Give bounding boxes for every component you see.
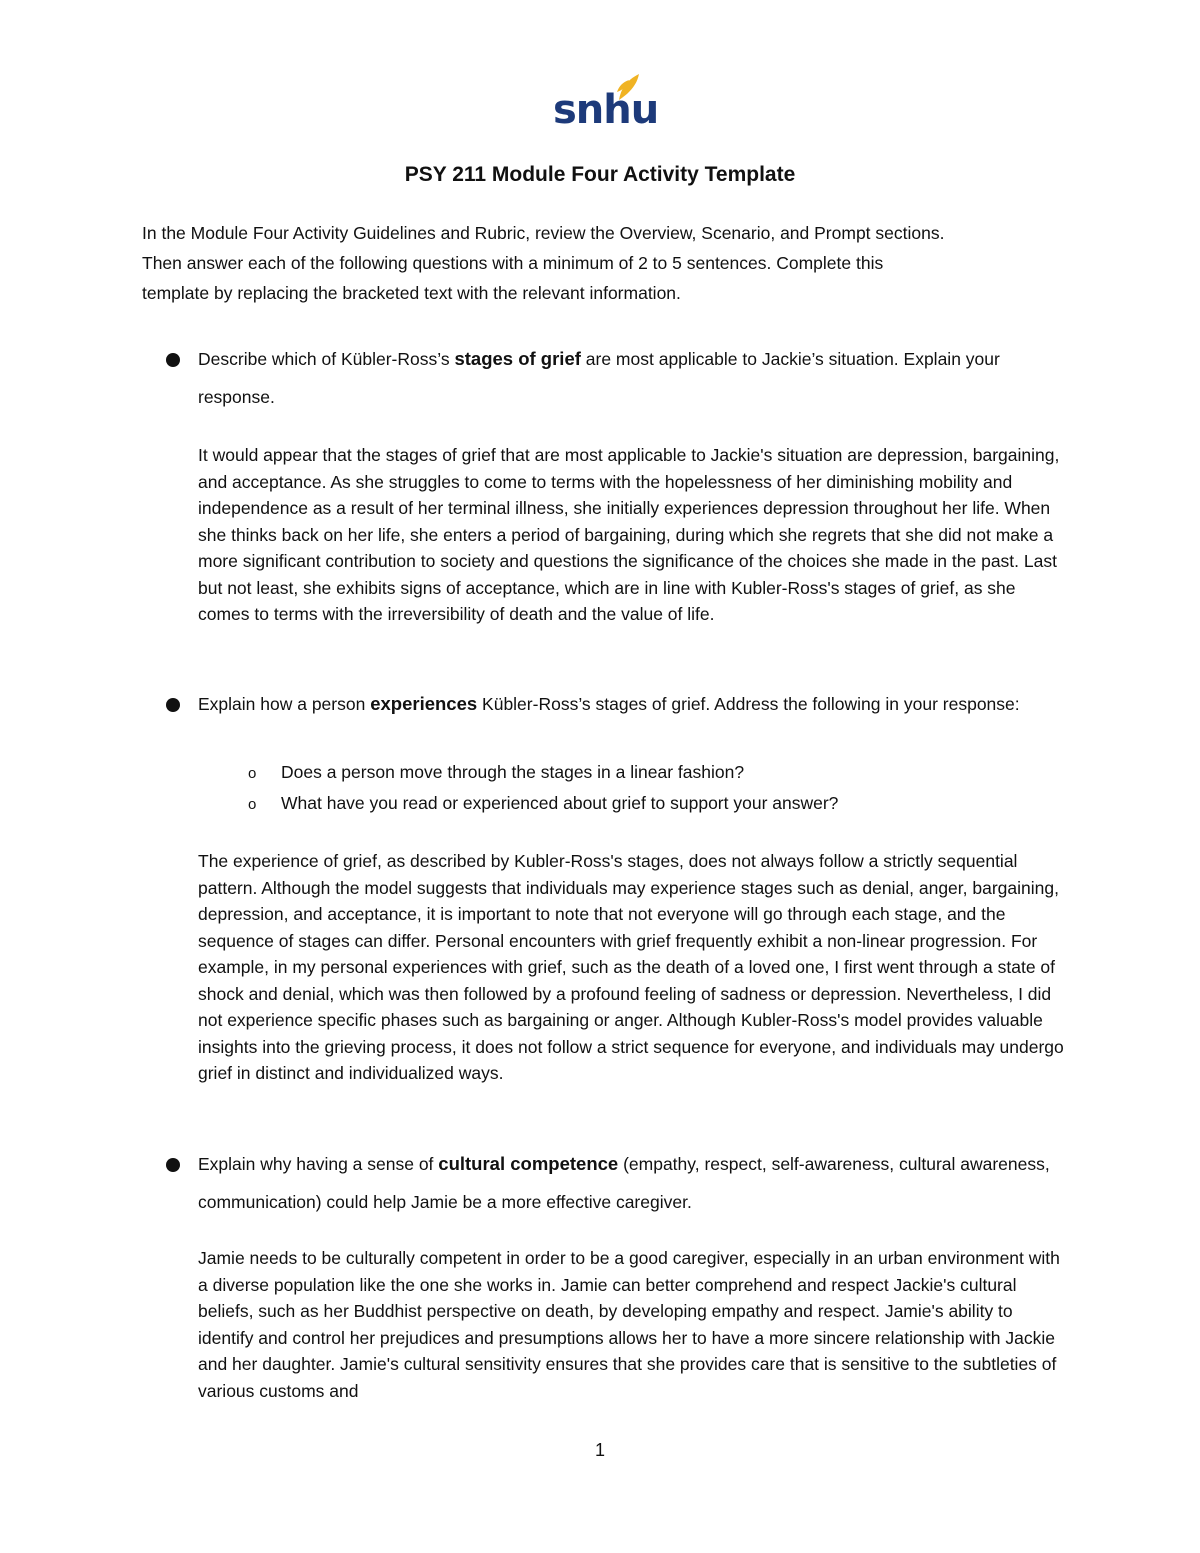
question-keyword: experiences <box>370 693 478 714</box>
answer-2: The experience of grief, as described by Kubler-Ross's stages, does not always follow a strictly sequential pattern. Although the model suggests that individuals may experience stages such as denial, anger, bargaining, depression, and acceptance, it is important to note that not everyone will go through each stage, and the sequence of stages can differ. Personal encounters with grief frequently exhibit a non-linear progression. For example, in my personal experiences with grief, such as the death of a loved one, I first went through a state of shock and denial, which was then followed by a profound feeling of sadness or depression. Nevertheless, I did not experience specific phases such as bargaining or anger. Although Kubler-Ross's model provides valuable insights into the grieving process, it does not follow a strict sequence for everyone, and individuals may undergo grief in distinct and individualized ways. <box>198 851 1064 1083</box>
page-number: 1 <box>594 1440 605 1460</box>
sub-bullet-icon: o <box>248 796 257 813</box>
question-keyword: stages of grief <box>454 348 581 369</box>
sub-item-text: Does a person move through the stages in a linear fashion? <box>281 762 745 782</box>
sub-item <box>248 788 1048 820</box>
intro-line: In the Module Four Activity Guidelines and Rubric, review the Overview, Scenario, and Prompt sections. <box>142 223 945 243</box>
question-keyword: cultural competence <box>438 1153 619 1174</box>
answer-3: Jamie needs to be culturally competent in order to be a good caregiver, especially in an urban environment with a diverse population like the one she works in. Jamie can better comprehend and respect Jackie's cultural beliefs, such as her Buddhist perspective on death, by developing empathy and respect. Jamie's ability to identify and control her prejudices and presumptions allows her to have a more sincere relationship with Jackie and her daughter. Jamie's cultural sensitivity ensures that she provides care that is sensitive to the subtleties of various customs and <box>198 1248 1060 1401</box>
snhu-logo <box>553 72 659 138</box>
question-2 <box>198 685 1068 723</box>
question-3 <box>198 1145 1068 1221</box>
sub-item <box>248 757 1048 789</box>
intro-paragraph <box>142 218 1072 308</box>
intro-line: template by replacing the bracketed text with the relevant information. <box>142 283 681 303</box>
question-text: Describe which of Kübler-Ross’s <box>198 349 455 369</box>
bullet-icon <box>166 1158 180 1172</box>
question-text: Kübler-Ross’s stages of grief. Address the following in your response: <box>477 694 1020 714</box>
bullet-icon <box>166 698 180 712</box>
question-1 <box>198 340 1068 416</box>
bullet-icon <box>166 353 180 367</box>
logo-wordmark: snhu <box>553 87 659 133</box>
answer-1: It would appear that the stages of grief that are most applicable to Jackie's situation are depression, bargaining, and acceptance. As she struggles to come to terms with the hopelessness of her diminishing mobility and independence as a result of her terminal illness, she initially experiences depression throughout her life. When she thinks back on her life, she enters a period of bargaining, during which she regrets that she did not make a more significant contribution to society and questions the significance of the choices she made in the past. Last but not least, she exhibits signs of acceptance, which are in line with Kubler-Ross's stages of grief, as she comes to terms with the irreversibility of death and the value of life. <box>198 445 1060 624</box>
question-text: are most applicable to Jackie’s situation. Explain your response. <box>198 349 1000 407</box>
question-text: Explain how a person <box>198 694 371 714</box>
page-title: PSY 211 Module Four Activity Template <box>404 163 796 186</box>
sub-item-text: What have you read or experienced about grief to support your answer? <box>281 793 839 813</box>
intro-line: Then answer each of the following questions with a minimum of 2 to 5 sentences. Complete this <box>142 253 884 273</box>
question-text: (empathy, respect, self-awareness, cultural awareness, communication) could help Jamie be a more effective caregiver. <box>198 1154 1050 1212</box>
question-text: Explain why having a sense of <box>198 1154 439 1174</box>
sub-bullet-icon: o <box>248 765 257 782</box>
